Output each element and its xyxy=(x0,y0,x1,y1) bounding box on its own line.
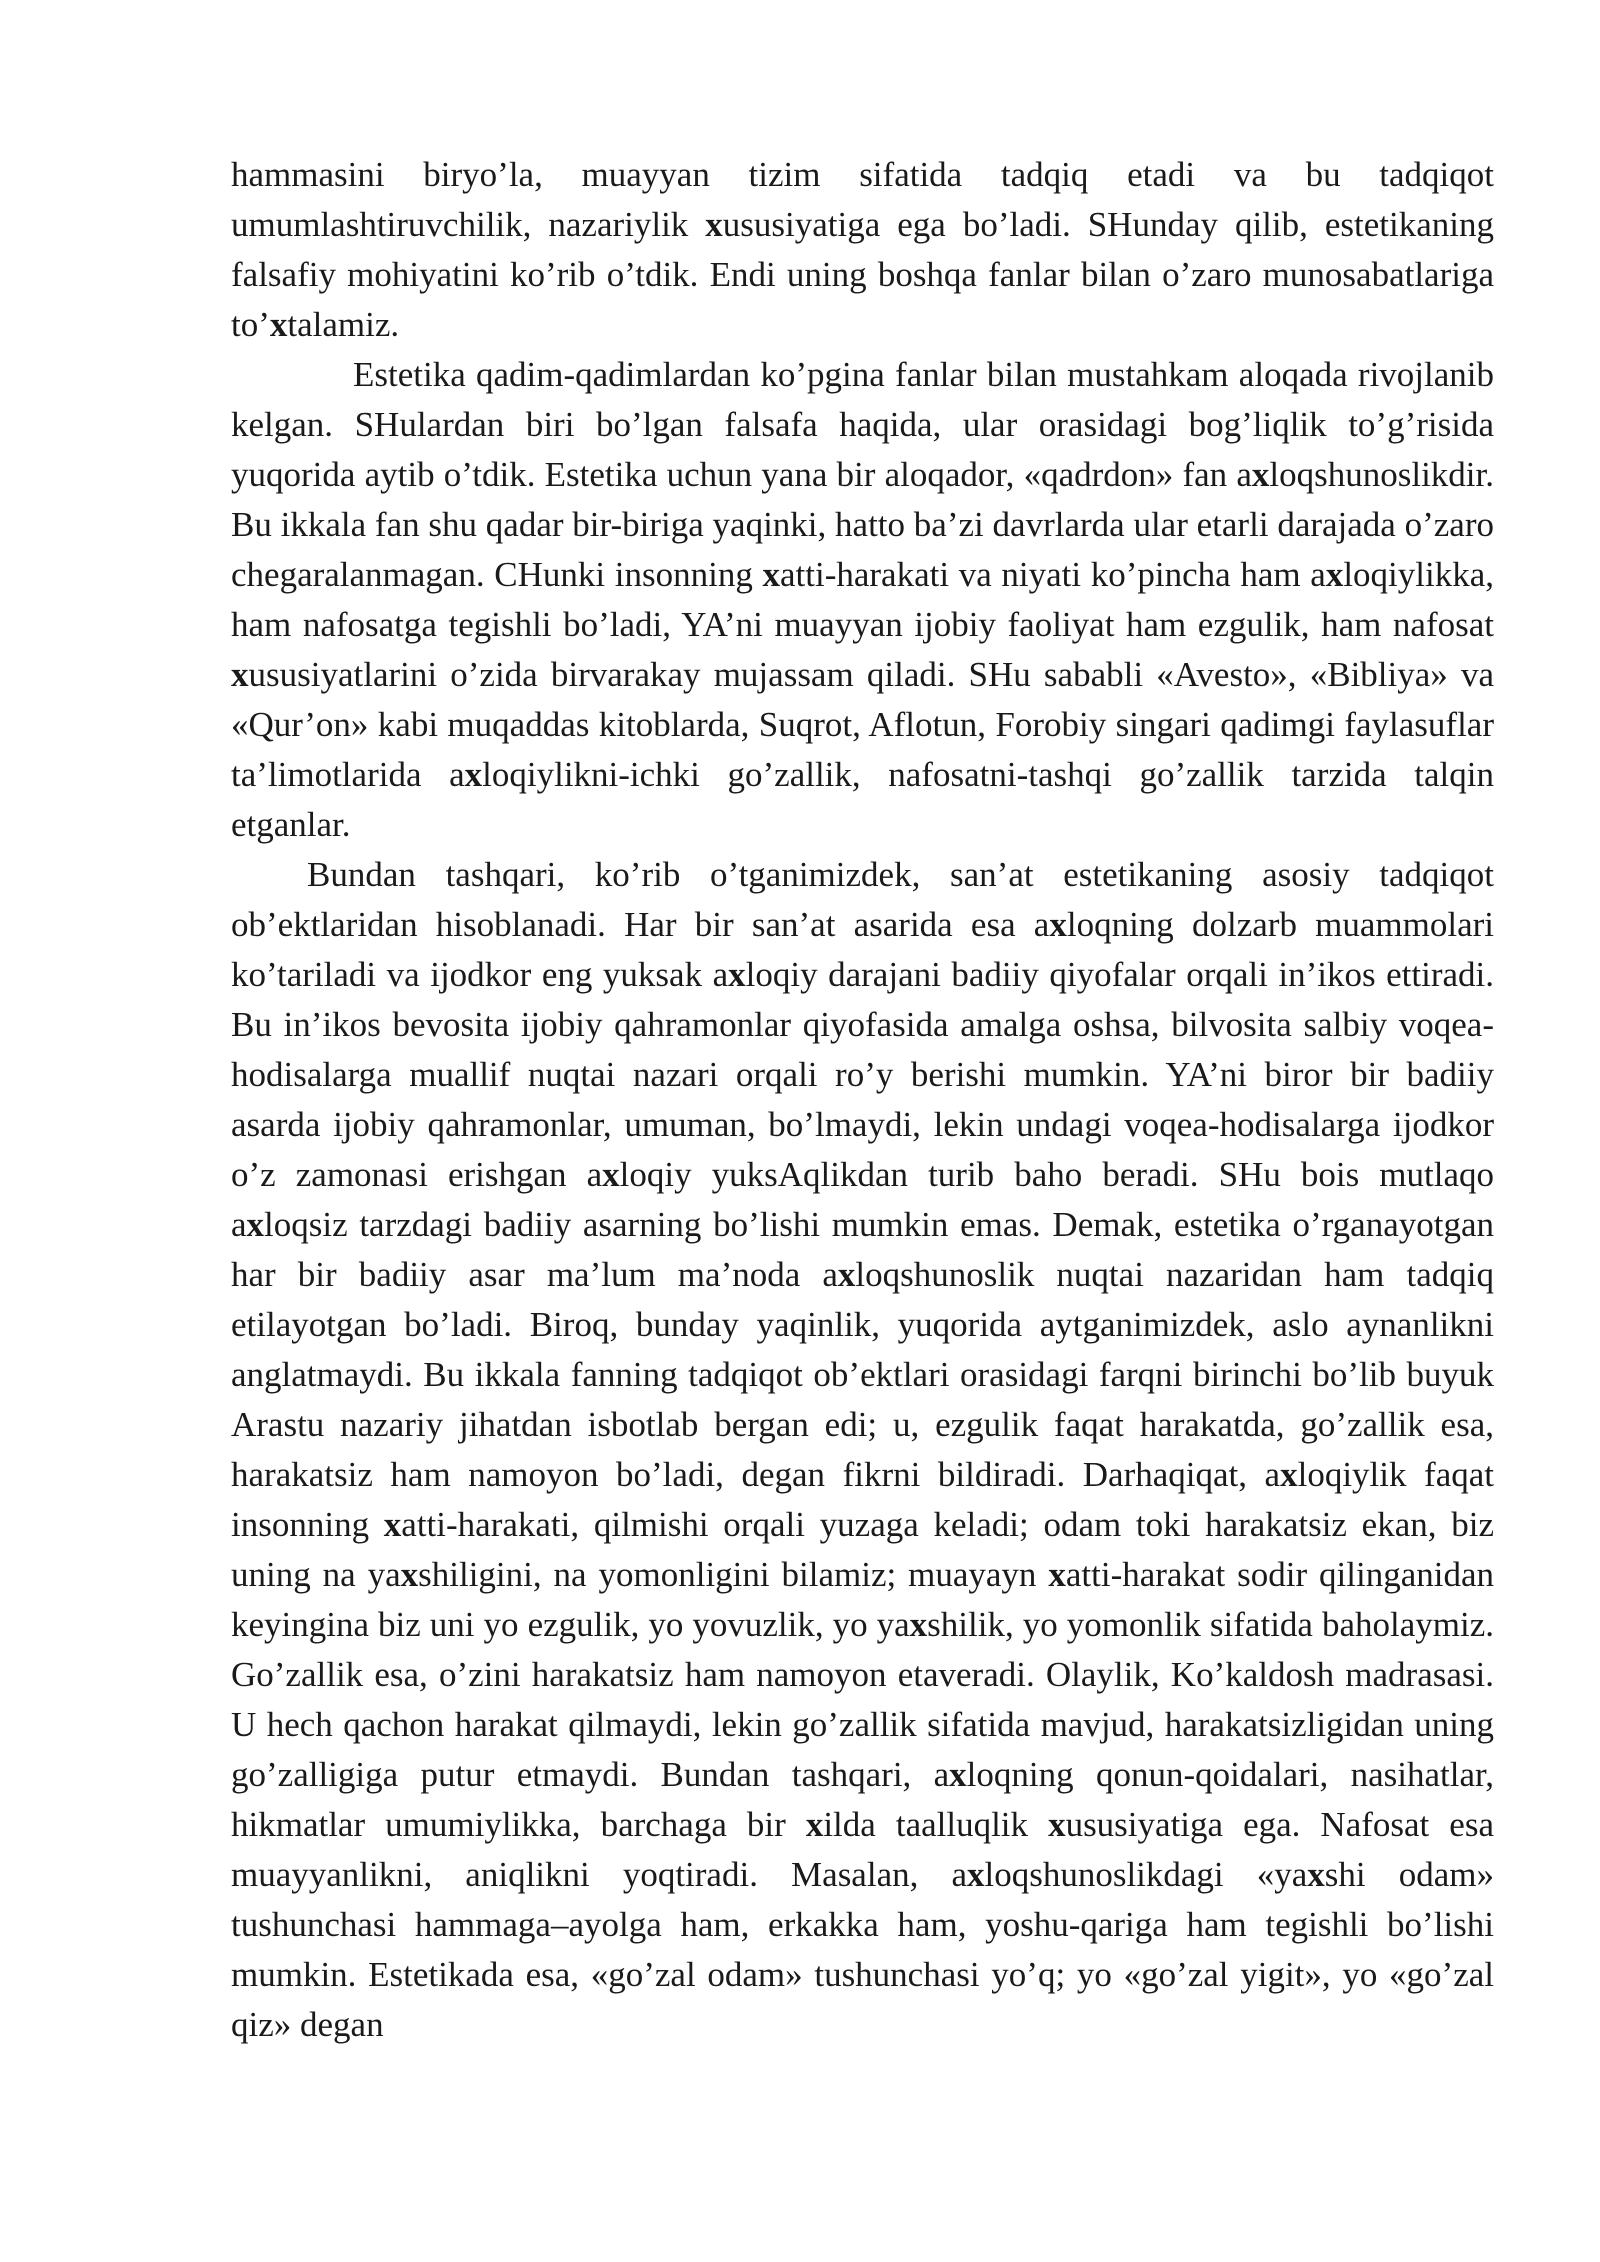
text-run: ususiyatlarini o’zida birvarakay mujassam qiladi. SHu sababli «Avesto», «Bibliya» va «Qur’on» kabi muqaddas kitoblarda, Suqrot, Aflotun, Forobiy singari qadimgi faylasuflar ta’limotlarida a xyxy=(231,655,1494,794)
bold-letter: x xyxy=(837,1255,856,1294)
paragraph-2 xyxy=(231,350,1494,850)
bold-letter: x xyxy=(383,1505,402,1544)
text-run: ususiyatiga ega. Nafosat esa muayyanlikni, aniqlikni yoqtiradi. Masalan, a xyxy=(231,1805,1494,1894)
bold-letter: x xyxy=(1251,455,1270,494)
bold-letter: x xyxy=(966,1855,985,1894)
text-run: loqshunoslikdir. Bu ikkala fan shu qadar bir-biriga yaqinki, hatto ba’zi davrlarda ular etarli darajada o’zaro chegaralanmagan. CHunki insonning xyxy=(231,455,1494,594)
text-run: talamiz. xyxy=(287,305,400,344)
bold-letter: x xyxy=(728,955,746,994)
text-run: atti-harakat sodir qilinganidan keyingina biz uni yo ezgulik, yo yovuzlik, yo ya xyxy=(231,1555,1495,1644)
bold-letter: x xyxy=(1048,1805,1066,1844)
bold-letter: x xyxy=(909,1605,928,1644)
text-run: loqiy darajani badiiy qiyofalar orqali in’ikos ettiradi. Bu in’ikos bevosita ijobiy qahramonlar qiyofasida amalga oshsa, bilvosita salbiy voqea-hodisalarga muallif nuqtai nazari orqali ro’y berishi mumkin. YA’ni biror bir badiiy asarda ijobiy qahramonlar, umuman, bo’lmaydi, lekin undagi voqea-hodisalarga ijodkor o’z zamonasi erishgan a xyxy=(231,955,1494,1194)
paragraph-1 xyxy=(231,150,1494,350)
text-run: loqshunoslik nuqtai nazaridan ham tadqiq etilayotgan bo’ladi. Biroq, bunday yaqinlik, yuqorida aytganimizdek, aslo aynanlikni anglatmaydi. Bu ikkala fanning tadqiqot ob’ektlari orasidagi farqni birinchi bo’lib buyuk Arastu nazariy jihatdan isbotlab bergan edi; u, ezgulik faqat harakatda, go’zallik esa, harakatsiz ham namoyon bo’ladi, degan fikrni bildiradi. Darhaqiqat, a xyxy=(231,1255,1494,1494)
text-run: ilda taalluqlik xyxy=(823,1805,1049,1844)
text-run: shiligini, na yomonligini bilamiz; muayayn xyxy=(418,1555,1049,1594)
text-run: shilik, yo yomonlik sifatida baholaymiz. Go’zallik esa, o’zini harakatsiz ham namoyon etaveradi. Olaylik, Ko’kaldosh madrasasi. U hech qachon harakat qilmaydi, lekin go’zallik sifatida mavjud, harakatsizligidan uning go’zalligiga putur etmaydi. Bundan tashqari, a xyxy=(231,1605,1494,1794)
text-run: loqiy yuksAqlikdan turib baho beradi. SHu bois mutlaqo a xyxy=(231,1155,1494,1244)
text-run: loqiylikni-ichki go’zallik, nafosatni-tashqi go’zallik tarzida talqin etganlar. xyxy=(231,755,1494,844)
text-run: atti-harakati va niyati ko’pincha ham a xyxy=(779,555,1326,594)
text-run: loqsiz tarzdagi badiiy asarning bo’lishi mumkin emas. Demak, estetika o’rganayotgan har bir badiiy asar ma’lum ma’noda a xyxy=(231,1205,1494,1294)
bold-letter: x xyxy=(1049,905,1067,944)
text-run: Estetika qadim-qadimlardan ko’pgina fanlar bilan mustahkam aloqada rivojlanib kelgan. SHulardan biri bo’lgan falsafa haqida, ular orasidagi bog’liqlik to’g’risida yuqorida aytib o’tdik. Estetika uchun yana bir aloqador, «qadrdon» fan a xyxy=(231,355,1494,494)
bold-letter: x xyxy=(464,755,483,794)
paragraph-3 xyxy=(231,850,1494,2050)
text-run: loqiylikka, ham nafosatga tegishli bo’ladi, YA’ni muayyan ijobiy faoliyat ham ezgulik, ham nafosat xyxy=(231,555,1494,644)
text-run: loqshunoslikdagi «ya xyxy=(984,1855,1308,1894)
bold-letter: x xyxy=(400,1555,419,1594)
bold-letter: x xyxy=(705,205,723,244)
bold-letter: x xyxy=(949,1755,967,1794)
bold-letter: x xyxy=(269,305,288,344)
text-run: loqning dolzarb muammolari ko’tariladi va ijodkor eng yuksak a xyxy=(231,905,1494,994)
text-run: Bundan tashqari, ko’rib o’tganimizdek, san’at estetikaning asosiy tadqiqot ob’ektlaridan hisoblanadi. Har bir san’at asarida esa a xyxy=(231,855,1494,944)
bold-letter: x xyxy=(1307,1855,1325,1894)
text-run: ususiyatiga ega bo’ladi. SHunday qilib, estetikaning falsafiy mohiyatini ko’rib o’tdik. Endi uning boshqa fanlar bilan o’zaro munosabatlariga to’ xyxy=(231,205,1494,344)
bold-letter: x xyxy=(246,1205,265,1244)
bold-letter: x xyxy=(762,555,780,594)
bold-letter: x xyxy=(1325,555,1344,594)
text-run: shi odam» tushunchasi hammaga–ayolga ham, erkakka ham, yoshu-qariga ham tegishli bo’lishi mumkin. Estetikada esa, «go’zal odam» tushunchasi yo’q; yo «go’zal yigit», yo «go’zal qiz» degan xyxy=(231,1855,1494,2044)
bold-letter: x xyxy=(602,1155,620,1194)
text-run: hammasini biryo’la, muayyan tizim sifatida tadqiq etadi va bu tadqiqot umumlashtiruvchilik, nazariylik xyxy=(231,155,1494,244)
bold-letter: x xyxy=(1280,1455,1298,1494)
document-body xyxy=(231,150,1494,2050)
bold-letter: x xyxy=(1048,1555,1066,1594)
text-run: loqning qonun-qoidalari, nasihatlar, hikmatlar umumiylikka, barchaga bir xyxy=(231,1755,1494,1844)
text-run: atti-harakati, qilmishi orqali yuzaga keladi; odam toki harakatsiz ekan, biz uning na ya xyxy=(231,1505,1494,1594)
bold-letter: x xyxy=(805,1805,824,1844)
text-run: loqiylik faqat insonning xyxy=(231,1455,1494,1544)
bold-letter: x xyxy=(231,655,249,694)
